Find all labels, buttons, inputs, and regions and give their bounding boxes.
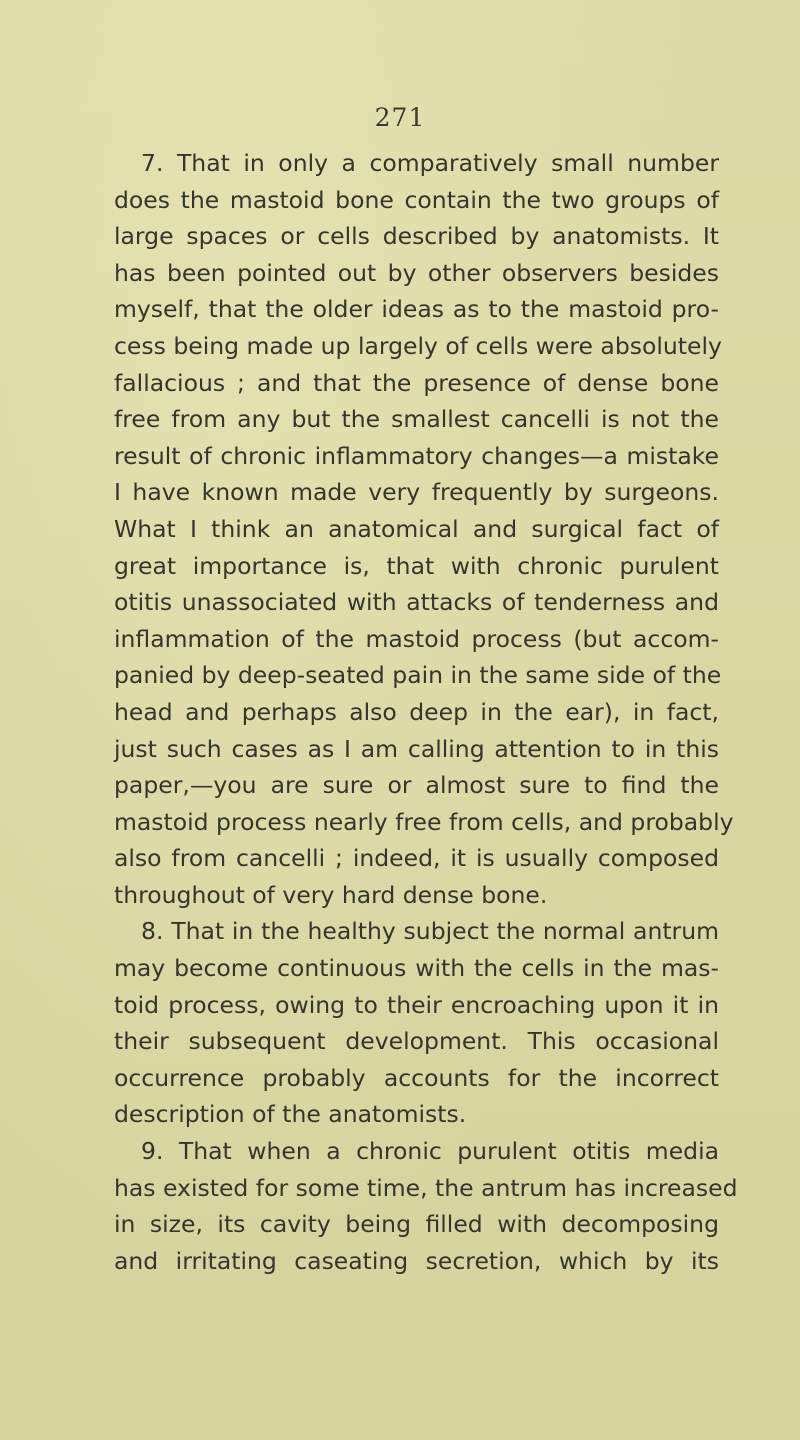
text-line: 7. That in only a comparatively small number — [141, 149, 719, 177]
text-line: description of the anatomists. — [114, 1100, 467, 1129]
text-line: occurrence probably accounts for the incorrect — [114, 1063, 719, 1092]
text-line: myself, that the older ideas as to the mastoid pro- — [114, 295, 719, 324]
text-line: head and perhaps also deep in the ear), in fact, — [114, 697, 719, 726]
text-line: otitis unassociated with attacks of tenderness and — [114, 588, 719, 617]
body-text — [114, 145, 738, 1279]
text-line: may become continuous with the cells in the mas- — [114, 954, 719, 983]
text-line: toid process, owing to their encroaching upon it in — [114, 990, 719, 1019]
text-line: has been pointed out by other observers besides — [114, 258, 719, 287]
text-line: paper,—you are sure or almost sure to find the — [114, 771, 719, 800]
text-line: fallacious ; and that the presence of dense bone — [114, 368, 719, 397]
text-line: their subsequent development. This occasional — [114, 1027, 719, 1056]
text-line: large spaces or cells described by anatomists. It — [114, 222, 719, 251]
text-line: has existed for some time, the antrum has increased — [114, 1173, 738, 1202]
text-line: does the mastoid bone contain the two groups of — [114, 185, 719, 214]
text-line: just such cases as I am calling attention to in this — [114, 734, 719, 763]
page-number: 271 — [374, 103, 426, 132]
text-line: great importance is, that with chronic purulent — [114, 551, 719, 580]
text-line: in size, its cavity being filled with decomposing — [114, 1210, 719, 1239]
text-line: and irritating caseating secretion, which by its — [114, 1246, 719, 1275]
text-line: I have known made very frequently by surgeons. — [114, 478, 719, 507]
text-line: mastoid process nearly free from cells, and probably — [114, 807, 734, 836]
text-line: 8. That in the healthy subject the normal antrum — [141, 917, 719, 946]
text-line: result of chronic inflammatory changes—a mistake — [114, 441, 719, 470]
text-line: inflammation of the mastoid process (but accom- — [114, 624, 719, 653]
text-line: 9. That when a chronic purulent otitis media — [141, 1137, 719, 1166]
text-line: cess being made up largely of cells were absolutely — [114, 331, 722, 360]
text-line: free from any but the smallest cancelli is not the — [114, 405, 719, 434]
text-line: panied by deep-seated pain in the same side of the — [114, 661, 722, 690]
text-line: throughout of very hard dense bone. — [114, 880, 548, 909]
text-line: What I think an anatomical and surgical fact of — [114, 514, 719, 543]
text-line: also from cancelli ; indeed, it is usually composed — [114, 844, 719, 873]
